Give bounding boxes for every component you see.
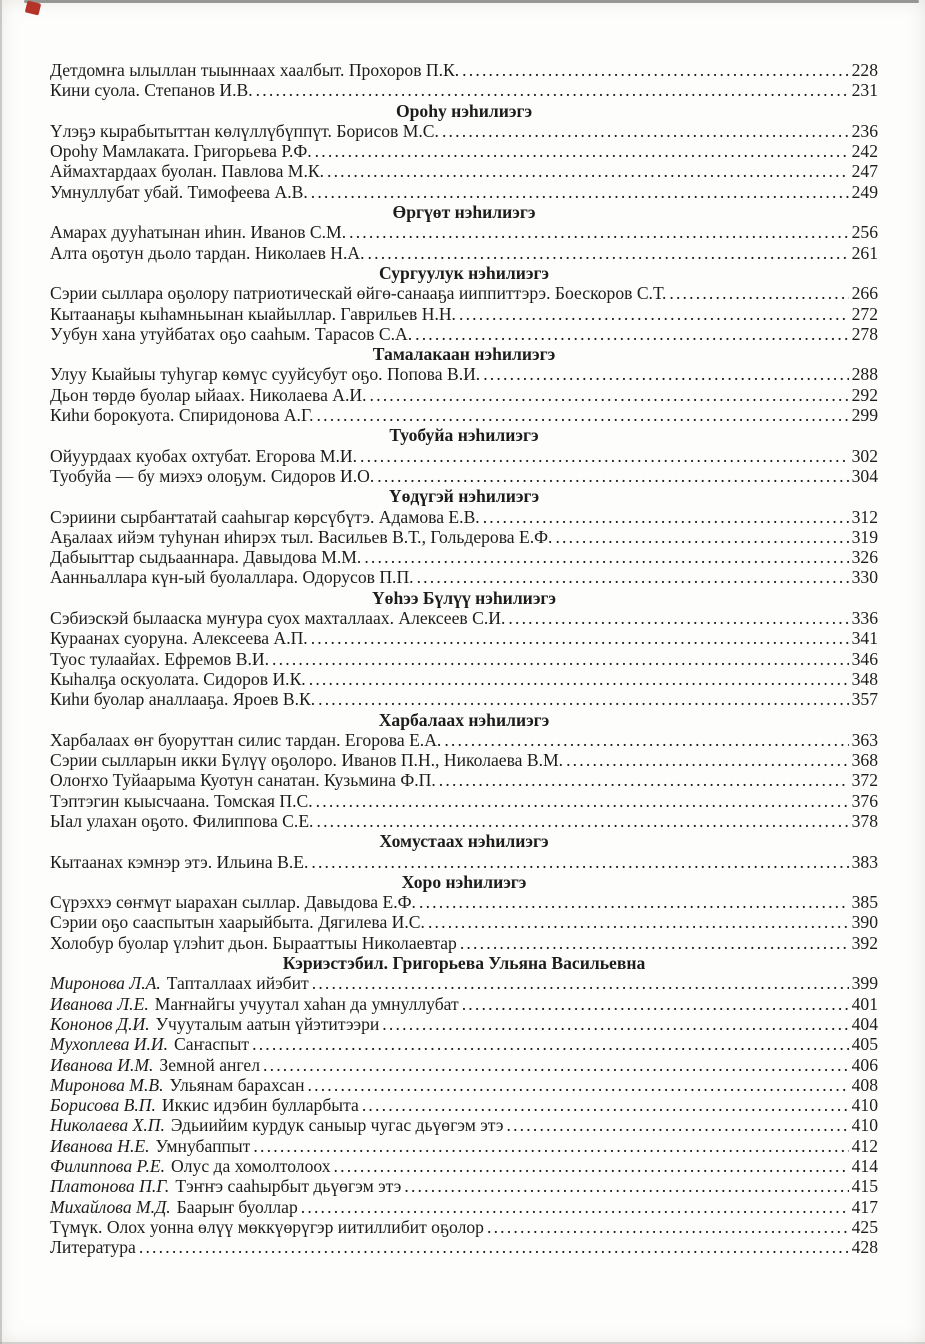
toc-entry xyxy=(50,933,878,953)
entry-title: Олоҥхо Туйаарыма Куотун санатан. Кузьмина Ф.П. xyxy=(50,770,436,791)
entry-author: Миронова М.В. xyxy=(50,1074,164,1095)
dot-leader xyxy=(316,811,848,831)
entry-page-number: 249 xyxy=(851,181,878,202)
section-heading: Сургуулук нэһилиэгэ xyxy=(378,262,550,283)
dot-leader xyxy=(311,182,849,202)
entry-page-number: 385 xyxy=(851,892,878,913)
entry-page-number: 346 xyxy=(851,648,878,669)
scan-edge-left xyxy=(0,0,2,1344)
entry-page-number: 390 xyxy=(851,912,878,933)
toc-entry xyxy=(50,304,878,324)
entry-page-number: 330 xyxy=(851,567,878,588)
dot-leader xyxy=(444,730,848,750)
toc-entry xyxy=(50,1055,878,1075)
toc-entry xyxy=(50,466,878,486)
entry-title: Маҥнайгы учуутал хаһан да умнуллубат xyxy=(154,993,459,1014)
dot-leader xyxy=(555,527,848,547)
entry-page-number: 348 xyxy=(851,668,878,689)
entry-title: Учууталым аатын үйэтитээри xyxy=(155,1013,380,1034)
dot-leader xyxy=(370,385,849,405)
toc-entry xyxy=(50,161,878,181)
entry-page-number: 406 xyxy=(851,1054,878,1075)
dot-leader xyxy=(311,852,848,872)
dot-leader xyxy=(483,364,848,384)
section-heading: Тамалакаан нэһилиэгэ xyxy=(372,344,556,365)
toc-entry xyxy=(50,994,878,1014)
entry-page-number: 372 xyxy=(851,770,878,791)
entry-page-number: 261 xyxy=(851,242,878,263)
dot-leader xyxy=(318,689,849,709)
dot-leader xyxy=(506,1115,848,1135)
dot-leader xyxy=(459,304,849,324)
entry-page-number: 399 xyxy=(851,973,878,994)
scan-red-mark xyxy=(25,0,41,15)
entry-author: Николаева Х.П. xyxy=(50,1115,165,1136)
toc-entry xyxy=(50,689,878,709)
entry-page-number: 266 xyxy=(851,283,878,304)
entry-title: Туобуйа — бу миэхэ олоҕум. Сидоров И.О. xyxy=(50,465,375,486)
toc-entry xyxy=(50,791,878,811)
dot-leader xyxy=(462,994,849,1014)
section-heading: Өргүөт нэһилиэгэ xyxy=(392,202,536,223)
dot-leader xyxy=(308,1075,849,1095)
entry-title: Сүрэххэ сөҥмүт ыарахан сыллар. Давыдова Е.Ф. xyxy=(50,892,416,913)
entry-author: Иванова Л.Е. xyxy=(50,993,149,1014)
toc-entry xyxy=(50,1237,878,1257)
entry-title: Кураанах суоруна. Алексеева А.П. xyxy=(50,628,308,649)
toc-entry xyxy=(50,1156,878,1176)
toc-entry xyxy=(50,1136,878,1156)
entry-title: Сэриини сырбаҥтатай сааһыгар көрсүбүтэ. Адамова Е.В. xyxy=(50,506,480,527)
entry-page-number: 417 xyxy=(851,1196,878,1217)
dot-leader xyxy=(252,1034,849,1054)
entry-page-number: 415 xyxy=(851,1176,878,1197)
entry-title: Улуу Кыайыы туһугар көмүс сууйсубут оҕо. Попова В.И. xyxy=(50,364,481,385)
entry-page-number: 412 xyxy=(851,1135,878,1156)
dot-leader xyxy=(327,161,849,181)
entry-title: Кыһалҕа оскуолата. Сидоров И.К. xyxy=(50,668,306,689)
entry-author: Миронова Л.А. xyxy=(50,973,161,994)
entry-title: Тэҥҥэ сааһырбыт дьүөгэм этэ xyxy=(175,1176,402,1197)
entry-page-number: 404 xyxy=(851,1013,878,1034)
section-heading: Ороһу нэһилиэгэ xyxy=(395,100,533,121)
entry-page-number: 228 xyxy=(851,60,878,80)
dot-leader xyxy=(364,547,848,567)
entry-title: Баарыҥ буоллар xyxy=(176,1196,298,1217)
toc-entry xyxy=(50,1217,878,1237)
toc-entry xyxy=(50,243,878,263)
section-heading: Үөдүгэй нэһилиэгэ xyxy=(388,486,540,507)
section-heading: Туобуйа нэһилиэгэ xyxy=(389,425,539,446)
entry-title: Уубун хана утуйбатах оҕо сааһым. Тарасов С.А. xyxy=(50,323,413,344)
toc-entry xyxy=(50,60,878,80)
entry-page-number: 376 xyxy=(851,790,878,811)
toc-entry xyxy=(50,324,878,344)
toc-entry xyxy=(50,182,878,202)
dot-leader xyxy=(263,1055,849,1075)
entry-page-number: 405 xyxy=(851,1034,878,1055)
section-heading: Хоро нэһилиэгэ xyxy=(401,871,527,892)
dot-leader xyxy=(566,750,849,770)
entry-page-number: 302 xyxy=(851,445,878,466)
entry-title: Үлэҕэ кырабытыттан көлүллүбүппүт. Борисов М.С. xyxy=(50,120,439,141)
entry-title: Умнуллубат убай. Тимофеева А.В. xyxy=(50,181,308,202)
entry-title: Детдомҥа ылыллан тыыннаах хаалбыт. Прохоров П.К. xyxy=(50,60,460,80)
entry-title: Дьон төрдө буолар ыйаах. Николаева А.И. xyxy=(50,384,367,405)
entry-title: Кытаанах кэмнэр этэ. Ильина В.Е. xyxy=(50,851,309,872)
dot-leader xyxy=(317,405,849,425)
dot-leader xyxy=(483,507,849,527)
toc-entry xyxy=(50,892,878,912)
toc-entry xyxy=(50,364,878,384)
toc-entry xyxy=(50,507,878,527)
entry-title: Холобур буолар үлэһит дьон. Бырааттыы Николаевтар xyxy=(50,932,457,953)
toc-entry xyxy=(50,1176,878,1196)
entry-page-number: 408 xyxy=(851,1074,878,1095)
entry-page-number: 319 xyxy=(851,526,878,547)
toc-entry xyxy=(50,750,878,770)
entry-title: Аҕалаах ийэм туһунан иһирэх тыл. Васильев В.Т., Гольдерова Е.Ф. xyxy=(50,526,553,547)
toc-entry xyxy=(50,1095,878,1115)
toc-entry xyxy=(50,1197,878,1217)
entry-page-number: 414 xyxy=(851,1156,878,1177)
entry-page-number: 312 xyxy=(851,506,878,527)
toc-entry xyxy=(50,222,878,242)
entry-author: Мухоплева И.И. xyxy=(50,1034,169,1055)
toc-entry xyxy=(50,446,878,466)
dot-leader xyxy=(462,60,848,80)
table-of-contents xyxy=(50,60,878,1258)
entry-page-number: 236 xyxy=(851,120,878,141)
entry-title: Литература xyxy=(50,1237,136,1258)
toc-entry xyxy=(50,141,878,161)
entry-page-number: 378 xyxy=(851,810,878,831)
dot-leader xyxy=(404,1176,848,1196)
dot-leader xyxy=(428,912,849,932)
toc-entry xyxy=(50,608,878,628)
dot-leader xyxy=(669,283,848,303)
section-heading: Кэриэстэбил. Григорьева Ульяна Васильевна xyxy=(282,953,646,974)
entry-title: Аймахтардаах буолан. Павлова М.К. xyxy=(50,161,324,182)
dot-leader xyxy=(139,1237,849,1257)
entry-title: Олус да хомолтолоох xyxy=(171,1156,331,1177)
entry-page-number: 242 xyxy=(851,141,878,162)
dot-leader xyxy=(415,324,849,344)
toc-entry xyxy=(50,1034,878,1054)
entry-title: Тэптэгин кыысчаана. Томская П.С. xyxy=(50,790,313,811)
entry-page-number: 247 xyxy=(851,161,878,182)
toc-entry xyxy=(50,385,878,405)
toc-entry xyxy=(50,1115,878,1135)
dot-leader xyxy=(360,446,849,466)
dot-leader xyxy=(349,222,849,242)
scan-edge-top xyxy=(24,0,919,3)
dot-leader xyxy=(439,770,849,790)
dot-leader xyxy=(377,466,848,486)
dot-leader xyxy=(334,1156,849,1176)
entry-author: Михайлова М.Д. xyxy=(50,1196,171,1217)
toc-entry xyxy=(50,669,878,689)
entry-page-number: 410 xyxy=(851,1115,878,1136)
dot-leader xyxy=(487,1217,849,1237)
toc-entry xyxy=(50,649,878,669)
entry-title: Ойуурдаах куобах охтубат. Егорова М.И. xyxy=(50,445,358,466)
toc-entry xyxy=(50,121,878,141)
entry-author: Платонова П.Г. xyxy=(50,1176,170,1197)
toc-entry xyxy=(50,973,878,993)
entry-page-number: 425 xyxy=(851,1216,878,1237)
dot-leader xyxy=(253,1136,848,1156)
dot-leader xyxy=(311,628,849,648)
entry-title: Сэбиэскэй былааска муҥура суох махталлаах. Алексеев С.И. xyxy=(50,608,506,629)
entry-title: Ульянам барахсан xyxy=(169,1074,305,1095)
entry-title: Киһи борокуота. Спиридонова А.Г. xyxy=(50,405,314,426)
entry-title: Дабыыттар сыдьааннара. Давыдова М.М. xyxy=(50,547,362,568)
entry-author: Иванова И.М. xyxy=(50,1054,154,1075)
toc-entry xyxy=(50,852,878,872)
entry-page-number: 363 xyxy=(851,729,878,750)
entry-page-number: 272 xyxy=(851,303,878,324)
dot-leader xyxy=(368,243,849,263)
entry-author: Филиппова Р.Е. xyxy=(50,1156,166,1177)
dot-leader xyxy=(508,608,848,628)
entry-author: Кононов Д.И. xyxy=(50,1013,150,1034)
dot-leader xyxy=(301,1197,849,1217)
entry-title: Эдьиийим курдук саныыр чугас дьүөгэм этэ xyxy=(170,1115,504,1136)
entry-page-number: 410 xyxy=(851,1095,878,1116)
entry-title: Земной ангел xyxy=(159,1054,261,1075)
toc-entry xyxy=(50,567,878,587)
entry-page-number: 368 xyxy=(851,750,878,771)
entry-title: Сэрии сылларын икки Бүлүү оҕолоро. Иванов П.Н., Николаева В.М. xyxy=(50,750,564,771)
dot-leader xyxy=(315,141,849,161)
entry-title: Ороһу Мамлаката. Григорьева Р.Ф. xyxy=(50,141,312,162)
section-heading: Үөһээ Бүлүү нэһилиэгэ xyxy=(371,587,557,608)
toc-entry xyxy=(50,730,878,750)
toc-entry xyxy=(50,628,878,648)
entry-title: Харбалаах өҥ буоруттан силис тардан. Егорова Е.А. xyxy=(50,729,442,750)
entry-title: Тапталлаах ийэбит xyxy=(166,973,309,994)
entry-page-number: 256 xyxy=(851,222,878,243)
entry-title: Киһи буолар аналлааҕа. Яроев В.К. xyxy=(50,689,316,710)
dot-leader xyxy=(272,649,849,669)
entry-title: Түмүк. Олох уонна өлүү мөккүөрүгэр иитиллибит оҕолор xyxy=(50,1216,484,1237)
toc-entry xyxy=(50,770,878,790)
entry-author: Борисова В.П. xyxy=(50,1095,156,1116)
entry-page-number: 231 xyxy=(851,80,878,101)
entry-author: Иванова Н.Е. xyxy=(50,1135,150,1156)
toc-entry xyxy=(50,80,878,100)
entry-page-number: 341 xyxy=(851,628,878,649)
entry-title: Сэрии оҕо сааспытын хаарыйбыта. Дягилева И.С. xyxy=(50,912,425,933)
section-heading: Хомустаах нэһилиэгэ xyxy=(379,831,549,852)
entry-page-number: 428 xyxy=(851,1237,878,1258)
dot-leader xyxy=(316,791,849,811)
toc-entry xyxy=(50,811,878,831)
entry-title: Иккис идэбин булларбыта xyxy=(161,1095,359,1116)
dot-leader xyxy=(442,121,849,141)
entry-title: Аанньаллара күн-ый буолаллара. Одорусов П.П. xyxy=(50,567,414,588)
dot-leader xyxy=(362,1095,849,1115)
entry-title: Туос тулаайах. Ефремов В.И. xyxy=(50,648,269,669)
dot-leader xyxy=(417,567,849,587)
dot-leader xyxy=(309,669,849,689)
entry-title: Алта оҕотун дьоло тардан. Николаев Н.А. xyxy=(50,242,365,263)
entry-page-number: 401 xyxy=(851,993,878,1014)
toc-entry xyxy=(50,1014,878,1034)
entry-page-number: 336 xyxy=(851,608,878,629)
dot-leader xyxy=(460,933,849,953)
dot-leader xyxy=(256,80,849,100)
dot-leader xyxy=(419,892,849,912)
entry-title: Сэрии сыллара оҕолору патриотическай өйгө-санааҕа ииппиттэрэ. Боескоров С.Т. xyxy=(50,283,667,304)
entry-page-number: 326 xyxy=(851,547,878,568)
toc-entry xyxy=(50,547,878,567)
entry-page-number: 357 xyxy=(851,689,878,710)
entry-title: Умнубаппыт xyxy=(155,1135,251,1156)
toc-entry xyxy=(50,912,878,932)
entry-page-number: 299 xyxy=(851,405,878,426)
entry-page-number: 292 xyxy=(851,384,878,405)
entry-page-number: 383 xyxy=(851,851,878,872)
dot-leader xyxy=(382,1014,848,1034)
entry-title: Кини суола. Степанов И.В. xyxy=(50,80,253,101)
entry-title: Амарах дууһатынан иһин. Иванов С.М. xyxy=(50,222,347,243)
entry-page-number: 278 xyxy=(851,323,878,344)
entry-title: Ыал улахан оҕото. Филиппова С.Е. xyxy=(50,810,314,831)
toc-entry xyxy=(50,527,878,547)
toc-entry xyxy=(50,283,878,303)
entry-title: Кытаанаҕы кыһамньынан кыайыллар. Гаврильев Н.Н. xyxy=(50,303,456,324)
section-heading: Харбалаах нэһилиэгэ xyxy=(378,709,550,730)
entry-page-number: 392 xyxy=(851,932,878,953)
toc-entry xyxy=(50,1075,878,1095)
entry-page-number: 288 xyxy=(851,364,878,385)
entry-page-number: 304 xyxy=(851,465,878,486)
toc-entry xyxy=(50,405,878,425)
entry-title: Саҥаспыт xyxy=(174,1034,250,1055)
dot-leader xyxy=(312,973,849,993)
